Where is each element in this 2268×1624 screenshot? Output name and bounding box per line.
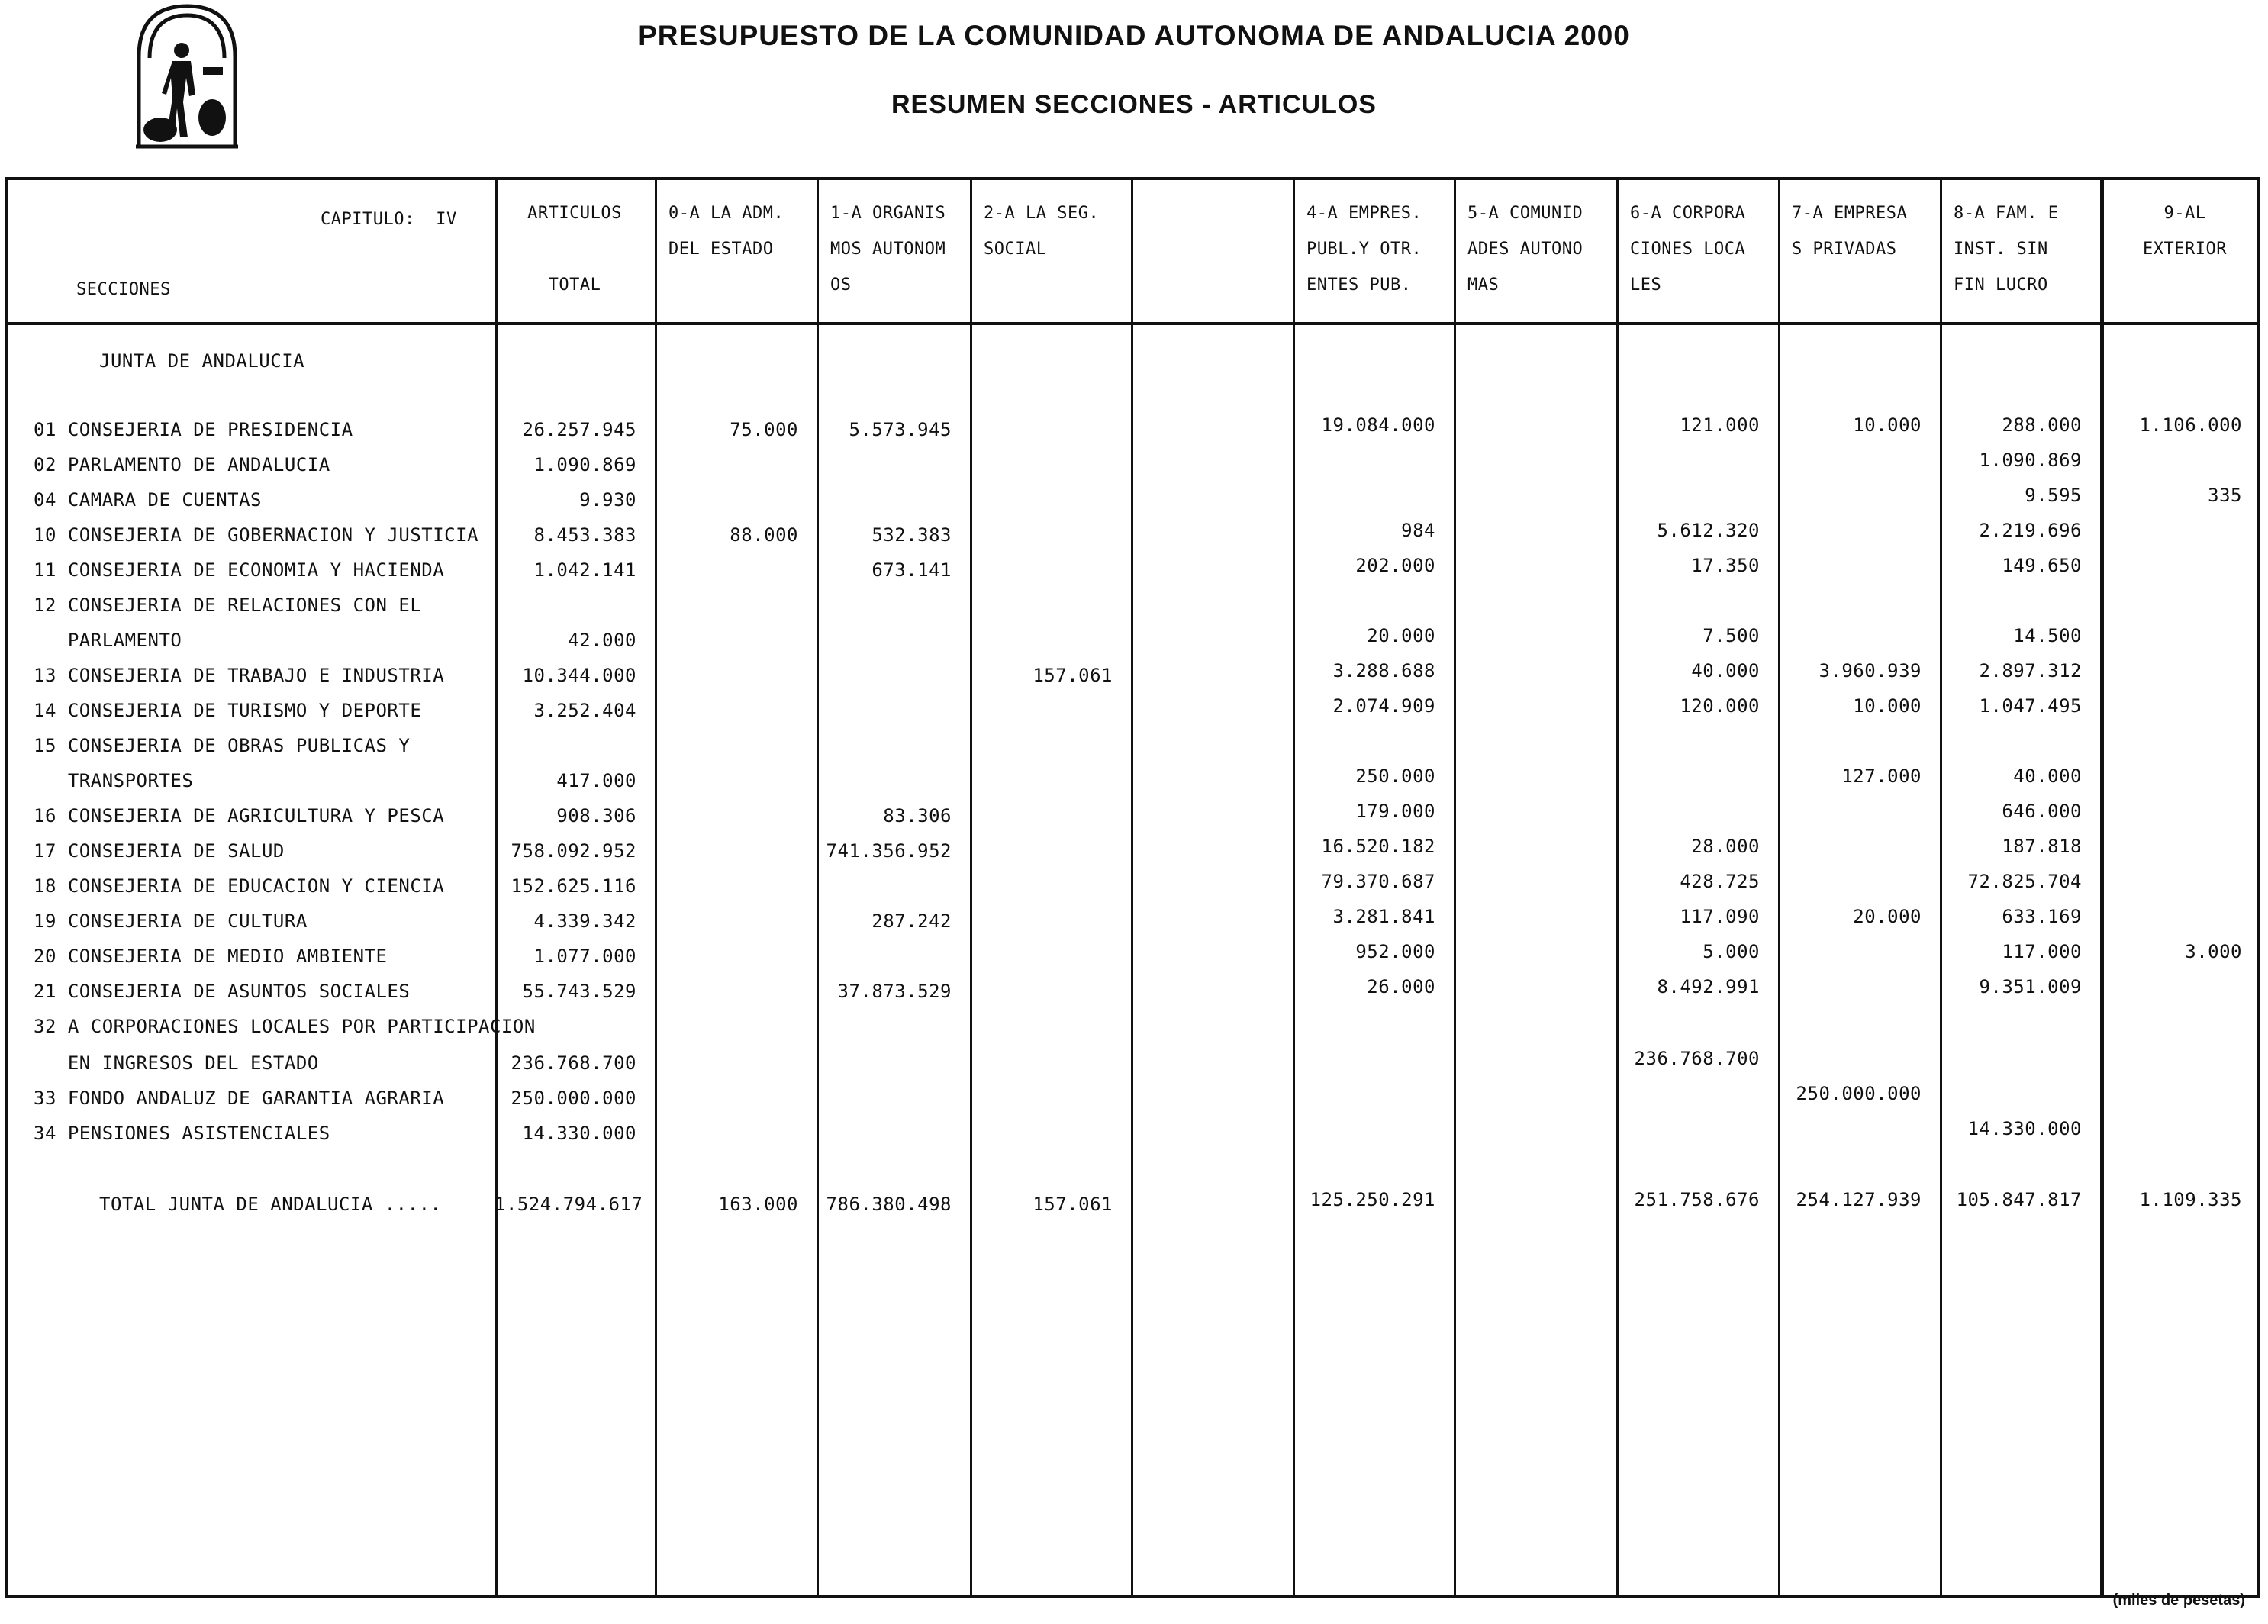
table-cell: 16.520.182 [1321, 836, 1435, 857]
row-label: 20 CONSEJERIA DE MEDIO AMBIENTE [34, 946, 388, 967]
row-label: 10 CONSEJERIA DE GOBERNACION Y JUSTICIA [34, 524, 479, 546]
table-cell: 1.106.000 [2139, 414, 2242, 436]
table-cell: 10.000 [1853, 414, 1922, 436]
table-cell: 14.330.000 [522, 1123, 636, 1144]
row-label: 19 CONSEJERIA DE CULTURA [34, 910, 308, 932]
column-divider [2100, 177, 2104, 1598]
table-cell: 127.000 [1841, 765, 1922, 787]
table-cell: 179.000 [1355, 801, 1435, 822]
column-header: 9-AL EXTERIOR [2143, 204, 2227, 259]
table-cell: 250.000 [1355, 765, 1435, 787]
table-cell: 633.169 [2002, 906, 2082, 927]
section-title: JUNTA DE ANDALUCIA [99, 350, 305, 372]
row-label: TRANSPORTES [34, 770, 194, 791]
row-label: 12 CONSEJERIA DE RELACIONES CON EL [34, 594, 422, 616]
total-cell: 163.000 [718, 1194, 798, 1215]
table-cell: 8.453.383 [533, 524, 636, 546]
table-cell: 2.074.909 [1332, 695, 1435, 717]
table-cell: 14.330.000 [1967, 1118, 2082, 1139]
column-header: 8-A FAM. E INST. SIN FIN LUCRO [1954, 204, 2059, 295]
table-cell: 3.960.939 [1819, 660, 1922, 682]
column-divider [817, 177, 819, 1598]
table-cell: 287.242 [871, 910, 952, 932]
total-cell: 254.127.939 [1796, 1189, 1922, 1210]
table-cell: 9.930 [579, 489, 636, 511]
table-cell: 152.625.116 [511, 875, 636, 897]
footnote: (miles de pesetas) [2112, 1592, 2245, 1609]
column-header: 2-A LA SEG. SOCIAL [984, 204, 1100, 259]
table-cell: 2.897.312 [1979, 660, 2082, 682]
table-cell: 40.000 [2013, 765, 2082, 787]
total-cell: 1.109.335 [2139, 1189, 2242, 1210]
table-cell: 3.281.841 [1332, 906, 1435, 927]
table-cell: 187.818 [2002, 836, 2082, 857]
table-cell: 250.000.000 [511, 1088, 636, 1109]
table-cell: 202.000 [1355, 555, 1435, 576]
row-label: PARLAMENTO [34, 630, 182, 651]
table-cell: 9.595 [2025, 485, 2082, 506]
column-divider [1454, 177, 1456, 1598]
table-cell: 236.768.700 [511, 1052, 636, 1074]
secciones-label: SECCIONES [76, 280, 171, 299]
table-cell: 288.000 [2002, 414, 2082, 436]
column-header: 7-A EMPRESA S PRIVADAS [1792, 204, 1908, 259]
total-label: TOTAL JUNTA DE ANDALUCIA ..... [99, 1194, 442, 1215]
table-cell: 952.000 [1355, 941, 1435, 962]
table-cell: 3.252.404 [533, 700, 636, 721]
row-label: 17 CONSEJERIA DE SALUD [34, 840, 285, 862]
column-header: 0-A LA ADM. DEL ESTADO [668, 204, 784, 259]
table-cell: 741.356.952 [826, 840, 952, 862]
total-cell: 157.061 [1033, 1194, 1113, 1215]
table-cell: 149.650 [2002, 555, 2082, 576]
column-divider [1778, 177, 1780, 1598]
row-label: 01 CONSEJERIA DE PRESIDENCIA [34, 419, 353, 440]
table-cell: 75.000 [730, 419, 798, 440]
table-cell: 3.288.688 [1332, 660, 1435, 682]
column-header: ARTICULOS TOTAL [527, 204, 622, 295]
column-header: 4-A EMPRES. PUBL.Y OTR. ENTES PUB. [1306, 204, 1422, 295]
table-cell: 28.000 [1691, 836, 1760, 857]
table-cell: 4.339.342 [533, 910, 636, 932]
table-cell: 117.000 [2002, 941, 2082, 962]
table-cell: 236.768.700 [1634, 1048, 1760, 1069]
table-cell: 5.573.945 [849, 419, 952, 440]
table-cell: 19.084.000 [1321, 414, 1435, 436]
row-label: 02 PARLAMENTO DE ANDALUCIA [34, 454, 330, 475]
table-cell: 984 [1401, 520, 1435, 541]
row-label: 34 PENSIONES ASISTENCIALES [34, 1123, 330, 1144]
table-cell: 40.000 [1691, 660, 1760, 682]
table-cell: 17.350 [1691, 555, 1760, 576]
column-divider [970, 177, 972, 1598]
row-label: 33 FONDO ANDALUZ DE GARANTIA AGRARIA [34, 1088, 445, 1109]
table-cell: 120.000 [1680, 695, 1760, 717]
table-cell: 79.370.687 [1321, 871, 1435, 892]
column-divider [1131, 177, 1133, 1598]
table-cell: 37.873.529 [837, 981, 952, 1002]
total-cell: 105.847.817 [1956, 1189, 2082, 1210]
table-cell: 673.141 [871, 559, 952, 581]
table-cell: 1.077.000 [533, 946, 636, 967]
row-label: 04 CAMARA DE CUENTAS [34, 489, 262, 511]
table-cell: 908.306 [556, 805, 636, 826]
table-cell: 121.000 [1680, 414, 1760, 436]
total-cell: 1.524.794.617 [495, 1194, 643, 1215]
table-cell: 157.061 [1033, 665, 1113, 686]
table-cell: 2.219.696 [1979, 520, 2082, 541]
total-cell: 251.758.676 [1634, 1189, 1760, 1210]
row-label: 13 CONSEJERIA DE TRABAJO E INDUSTRIA [34, 665, 445, 686]
table-cell: 26.000 [1367, 976, 1435, 997]
table-cell: 55.743.529 [522, 981, 636, 1002]
table-cell: 20.000 [1853, 906, 1922, 927]
column-header: 6-A CORPORA CIONES LOCA LES [1630, 204, 1746, 295]
table-cell: 26.257.945 [522, 419, 636, 440]
table-cell: 1.090.869 [533, 454, 636, 475]
capitulo-label: CAPITULO: IV [321, 210, 457, 229]
table-cell: 646.000 [2002, 801, 2082, 822]
row-label: 18 CONSEJERIA DE EDUCACION Y CIENCIA [34, 875, 445, 897]
row-label: 14 CONSEJERIA DE TURISMO Y DEPORTE [34, 700, 422, 721]
table-cell: 9.351.009 [1979, 976, 2082, 997]
row-label: 11 CONSEJERIA DE ECONOMIA Y HACIENDA [34, 559, 445, 581]
table-cell: 1.042.141 [533, 559, 636, 581]
table-cell: 5.000 [1703, 941, 1760, 962]
total-cell: 786.380.498 [826, 1194, 952, 1215]
row-label: EN INGRESOS DEL ESTADO [34, 1052, 319, 1074]
table-cell: 3.000 [2185, 941, 2242, 962]
table-cell: 42.000 [568, 630, 636, 651]
table-cell: 428.725 [1680, 871, 1760, 892]
table-cell: 83.306 [883, 805, 952, 826]
table-cell: 72.825.704 [1967, 871, 2082, 892]
page-title: PRESUPUESTO DE LA COMUNIDAD AUTONOMA DE ANDALUCIA 2000 [638, 20, 1630, 51]
table-cell: 117.090 [1680, 906, 1760, 927]
table-cell: 10.344.000 [522, 665, 636, 686]
table-cell: 1.047.495 [1979, 695, 2082, 717]
table-cell: 88.000 [730, 524, 798, 546]
table-cell: 758.092.952 [511, 840, 636, 862]
table-cell: 20.000 [1367, 625, 1435, 646]
table-cell: 8.492.991 [1657, 976, 1760, 997]
table-cell: 7.500 [1703, 625, 1760, 646]
table-cell: 14.500 [2013, 625, 2082, 646]
column-header: 1-A ORGANIS MOS AUTONOM OS [830, 204, 946, 295]
column-divider [655, 177, 657, 1598]
table-cell: 10.000 [1853, 695, 1922, 717]
page-subtitle: RESUMEN SECCIONES - ARTICULOS [891, 90, 1377, 119]
column-header: 5-A COMUNID ADES AUTONO MAS [1467, 204, 1583, 295]
row-label: 21 CONSEJERIA DE ASUNTOS SOCIALES [34, 981, 411, 1002]
row-label: 15 CONSEJERIA DE OBRAS PUBLICAS Y [34, 735, 411, 756]
total-cell: 125.250.291 [1310, 1189, 1435, 1210]
table-cell: 417.000 [556, 770, 636, 791]
row-label: 32 A CORPORACIONES LOCALES POR PARTICIPACION [34, 1016, 536, 1037]
table-cell: 1.090.869 [1979, 450, 2082, 471]
row-label: 16 CONSEJERIA DE AGRICULTURA Y PESCA [34, 805, 445, 826]
table-cell: 5.612.320 [1657, 520, 1760, 541]
table-cell: 532.383 [871, 524, 952, 546]
table-cell: 335 [2208, 485, 2242, 506]
table-cell: 250.000.000 [1796, 1083, 1922, 1104]
